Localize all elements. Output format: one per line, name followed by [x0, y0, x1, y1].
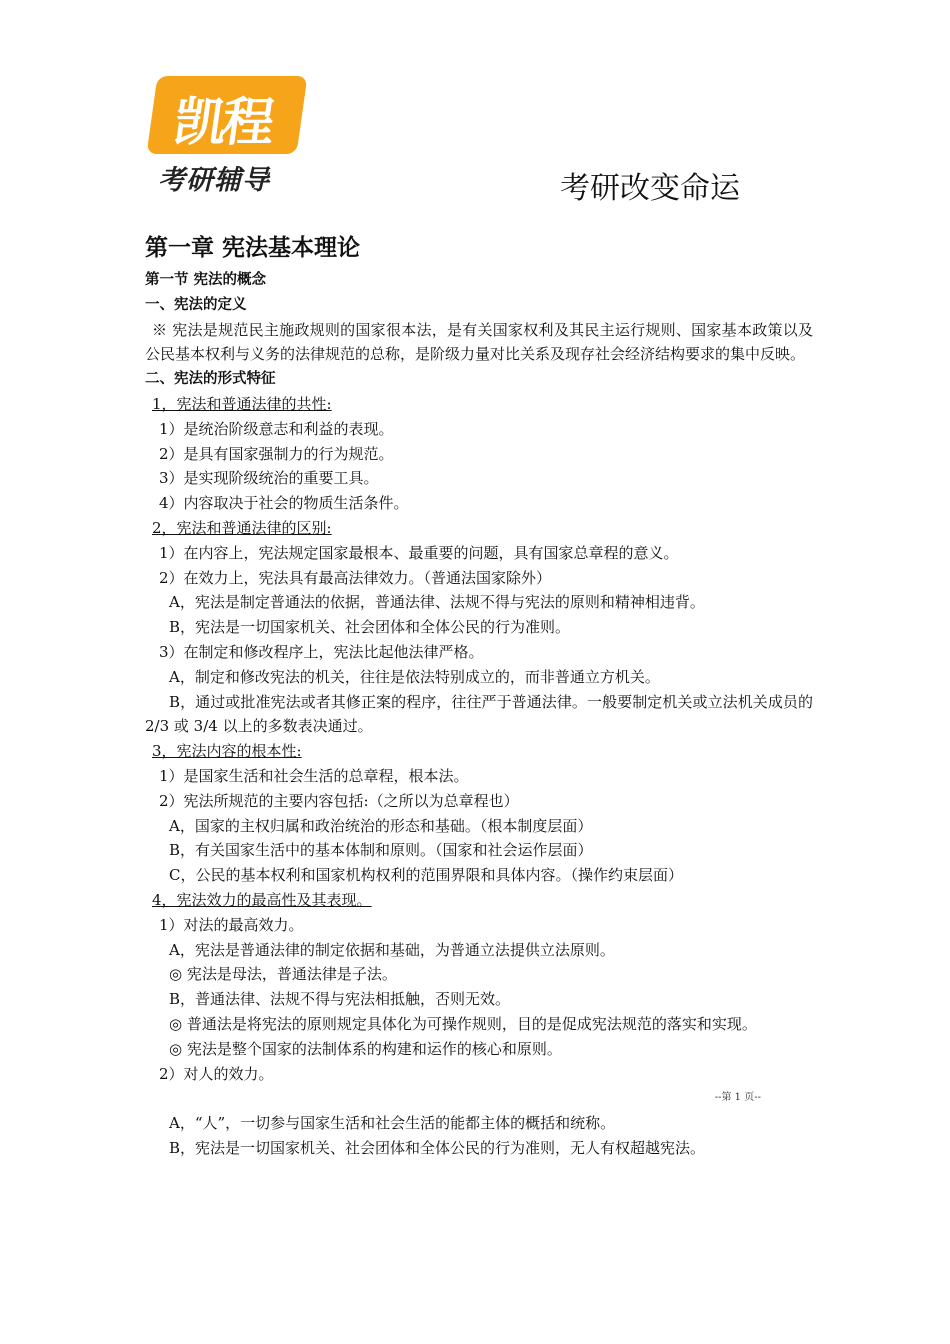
chapter-title: 第一章 宪法基本理论: [145, 235, 361, 261]
subheading-fundamental: [145, 739, 813, 764]
subheading-commonality: [145, 392, 813, 417]
list-item: B，宪法是一切国家机关、社会团体和全体公民的行为准则。: [169, 618, 571, 637]
list-item: 1）在内容上，宪法规定国家最根本、最重要的问题，具有国家总章程的意义。: [159, 543, 679, 562]
subheading-supremacy-text: 4，宪法效力的最高性及其表现。: [152, 890, 372, 909]
list-item: 2）在效力上，宪法具有最高法律效力。（普通法国家除外）: [159, 568, 552, 587]
note-item: ◎ 宪法是整个国家的法制体系的构建和运作的核心和原则。: [169, 1039, 562, 1058]
definition-paragraph: ※ 宪法是规范民主施政规则的国家很本法，是有关国家权利及其民主运行规则、国家基本政策以及公民基本权利与义务的法律规范的总称，是阶级力量对比关系及现存社会经济结构要求的集中反映。: [145, 320, 813, 364]
header-slogan: 考研改变命运: [560, 171, 740, 206]
list-item: 4）内容取决于社会的物质生活条件。: [159, 494, 409, 513]
list-item: 2）是具有国家强制力的行为规范。: [159, 444, 394, 463]
list-item-paragraph: B，通过或批准宪法或者其修正案的程序，往往严于普通法律。一般要制定机关或立法机关成员的 2/3 或 3/4 以上的多数表决通过。: [145, 692, 813, 736]
list-item: B，有关国家生活中的基本体制和原则。（国家和社会运作层面）: [169, 841, 593, 860]
logo-brand-text: 凯程: [169, 93, 275, 153]
subheading-supremacy: [145, 888, 813, 913]
list-item: B，宪法是一切国家机关、社会团体和全体公民的行为准则，无人有权超越宪法。: [169, 1138, 706, 1157]
list-item: 2）对人的效力。: [159, 1064, 274, 1083]
subheading-fundamental-text: 3，宪法内容的根本性:: [152, 742, 302, 761]
list-item: A，国家的主权归属和政治统治的形态和基础。（根本制度层面）: [169, 816, 593, 835]
note-item: ◎ 宪法是母法，普通法律是子法。: [169, 965, 397, 984]
list-item: 1）对法的最高效力。: [159, 915, 304, 934]
list-item: 3）在制定和修改程序上，宪法比起他法律严格。: [159, 642, 484, 661]
heading-definition: 一、宪法的定义: [145, 296, 247, 313]
heading-formal-features: 二、宪法的形式特征: [145, 371, 276, 388]
note-paragraph: ◎ 普通法是将宪法的原则规定具体化为可操作规则，目的是促成宪法规范的落实和实现。: [169, 1014, 757, 1033]
subheading-difference-text: 2，宪法和普通法律的区别:: [152, 518, 332, 537]
list-item: A，“人”，一切参与国家生活和社会生活的能都主体的概括和统称。: [169, 1114, 616, 1133]
kaicheng-logo: [148, 76, 308, 194]
section-title: 第一节 宪法的概念: [145, 272, 267, 288]
list-item: A，宪法是普通法律的制定依据和基础，为普通立法提供立法原则。: [169, 940, 615, 959]
subheading-commonality-text: 1，宪法和普通法律的共性:: [152, 394, 332, 413]
list-item: 3）是实现阶级统治的重要工具。: [159, 469, 379, 488]
document-body: [145, 228, 813, 1161]
logo-subtitle: 考研辅导: [158, 165, 270, 196]
list-item: 1）是统治阶级意志和利益的表现。: [159, 419, 394, 438]
subheading-difference: [145, 516, 813, 541]
list-item: A，制定和修改宪法的机关，往往是依法特别成立的，而非普通立方机关。: [169, 667, 660, 686]
list-item: 1）是国家生活和社会生活的总章程，根本法。: [159, 766, 469, 785]
page-number: --第 1 页--: [714, 1092, 761, 1104]
list-item: A，宪法是制定普通法的依据，普通法律、法规不得与宪法的原则和精神相违背。: [169, 593, 705, 612]
list-item: C，公民的基本权利和国家机构权利的范围界限和具体内容。（操作约束层面）: [169, 866, 683, 885]
list-item: 2）宪法所规范的主要内容包括:（之所以为总章程也）: [159, 791, 519, 810]
list-item: B，普通法律、法规不得与宪法相抵触，否则无效。: [169, 990, 511, 1009]
